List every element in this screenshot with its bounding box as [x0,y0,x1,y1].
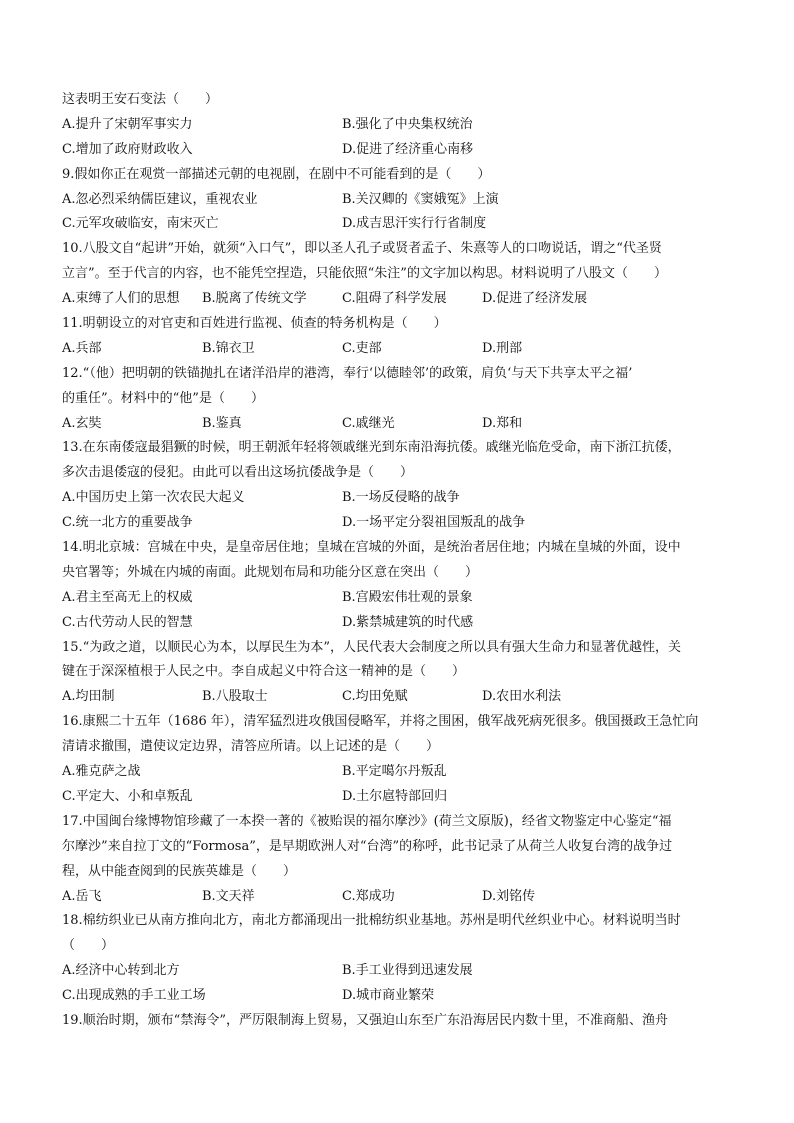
option-a[interactable]: A.雅克萨之战 [62,764,141,780]
q13-options-row-1 [62,486,732,511]
q11-stem: 11.明朝设立的对官吏和百姓进行监视、侦查的特务机构是（ ） [62,316,447,332]
q15-stem-line-2: 键在于深深植根于人民之中。李自成起义中符合这一精神的是（ ） [62,664,466,680]
q18-stem-line-1: 18.棉纺织业已从南方推向北方，南北方都涌现出一批棉纺织业基地。苏州是明代丝织业中心。材料说明当时 [62,913,681,929]
q16-options-row-2 [62,785,732,810]
q8-options-row-2 [62,138,732,163]
q17-options [62,885,732,910]
option-b[interactable]: B.平定噶尔丹叛乱 [342,764,447,780]
option-c[interactable]: C.出现成熟的手工业工场 [62,988,206,1004]
q10-options [62,287,732,312]
q18-stem-line-2: （ ） [62,938,115,954]
q11-options [62,337,732,362]
q16-options-row-1 [62,760,732,785]
q18-options-row-1 [62,959,732,984]
q9-stem: 9.假如你正在观赏一部描述元朝的电视剧，在剧中不可能看到的是（ ） [62,166,491,182]
q10-stem-line-1: 10.八股文自“起讲”开始，就须“入口气”，即以圣人孔子或贤者孟子、朱熹等人的口吻说话，谓之“代圣贤 [62,241,662,257]
q13-options-row-2 [62,511,732,536]
question-list [62,88,732,1034]
q9-options-row-1 [62,188,732,213]
option-c[interactable]: C.吏部 [342,340,382,356]
option-b[interactable]: B.关汉卿的《窦娥冤》上演 [342,191,499,207]
q14-options-row-1 [62,586,732,611]
option-a[interactable]: A.玄奘 [62,415,102,431]
q17-stem-line-1: 17.中国闽台缘博物馆珍藏了一本揆一著的《被贻误的福尔摩沙》(荷兰文原版)，经省文物鉴定中心鉴定“福 [62,813,672,829]
option-a[interactable]: A.均田制 [62,689,115,705]
q8-options-row-1 [62,113,732,138]
option-c[interactable]: C.阻碍了科学发展 [342,291,447,307]
option-d[interactable]: D.成吉思汗实行行省制度 [342,216,487,232]
option-b[interactable]: B.八股取士 [202,689,268,705]
option-d[interactable]: D.促进了经济重心南移 [342,141,474,157]
q17-stem-line-3: 程，从中能查阅到的民族英雄是（ ） [62,863,297,879]
q17-stem-line-2: 尔摩沙”来自拉丁文的“Formosa”，是早期欧洲人对“台湾”的称呼，此书记录了从荷兰人收复台湾的战争过 [62,838,673,854]
q16-stem-line-2: 清请求撤围，遣使议定边界，清答应所请。以上记述的是（ ） [62,739,440,755]
option-d[interactable]: D.紫禁城建筑的时代感 [342,614,474,630]
option-b[interactable]: B.强化了中央集权统治 [342,116,473,132]
option-d[interactable]: D.刘铭传 [482,888,536,904]
option-a[interactable]: A.束缚了人们的思想 [62,291,180,307]
option-d[interactable]: D.土尔扈特部回归 [342,788,448,804]
option-c[interactable]: C.平定大、小和卓叛乱 [62,788,193,804]
option-d[interactable]: D.城市商业繁荣 [342,988,435,1004]
option-c[interactable]: C.统一北方的重要战争 [62,515,193,531]
q13-stem-line-2: 多次击退倭寇的侵犯。由此可以看出这场抗倭战争是（ ） [62,465,414,481]
option-d[interactable]: D.刑部 [482,340,523,356]
option-a[interactable]: A.岳飞 [62,888,102,904]
option-a[interactable]: A.经济中心转到北方 [62,963,180,979]
option-c[interactable]: C.郑成功 [342,888,395,904]
option-c[interactable]: C.戚继光 [342,415,395,431]
option-a[interactable]: A.兵部 [62,340,102,356]
option-c[interactable]: C.均田免赋 [342,689,408,705]
option-a[interactable]: A.君主至高无上的权威 [62,589,193,605]
q12-stem-line-1: 12.“（他）把明朝的铁锚抛扎在诸洋沿岸的港湾，奉行‘以德睦邻’的政策，肩负‘与天下共享太平之福’ [62,365,633,381]
q13-stem-line-1: 13.在东南倭寇最猖獗的时候，明王朝派年轻将领戚继光到东南沿海抗倭。戚继光临危受命，南下浙江抗倭， [62,440,681,456]
option-b[interactable]: B.脱离了传统文学 [202,291,307,307]
q15-options [62,685,732,710]
q19-stem-line-1: 19.顺治时期，颁布“禁海令”，严厉限制海上贸易，又强迫山东至广东沿海居民内数十里，不准商船、渔舟 [62,1012,668,1028]
q10-stem-line-2: 立言”。至于代言的内容，也不能凭空捏造，只能依照“朱注”的文字加以构思。材料说明了八股文（ ） [62,266,667,282]
option-b[interactable]: B.一场反侵略的战争 [342,490,460,506]
option-c[interactable]: C.古代劳动人民的智慧 [62,614,193,630]
option-a[interactable]: A.提升了宋朝军事实力 [62,116,193,132]
q14-options-row-2 [62,611,732,636]
option-c[interactable]: C.增加了政府财政收入 [62,141,193,157]
q12-stem-line-2: 的重任”。材料中的“他”是（ ） [62,390,264,406]
q15-stem-line-1: 15.“为政之道，以顺民心为本，以厚民生为本”，人民代表大会制度之所以具有强大生命力和显著优越性，关 [62,639,681,655]
option-b[interactable]: B.锦衣卫 [202,340,255,356]
option-d[interactable]: D.促进了经济发展 [482,291,588,307]
option-c[interactable]: C.元军攻破临安，南宋灭亡 [62,216,219,232]
option-b[interactable]: B.宫殿宏伟壮观的景象 [342,589,473,605]
q14-stem-line-1: 14.明北京城：宫城在中央，是皇帝居住地；皇城在宫城的外面，是统治者居住地；内城在皇城的外面，设中 [62,540,681,556]
option-b[interactable]: B.鉴真 [202,415,242,431]
q14-stem-line-2: 央官署等；外城在内城的南面。此规划布局和功能分区意在突出（ ） [62,564,479,580]
option-a[interactable]: A.中国历史上第一次农民大起义 [62,490,245,506]
q8-stem: 这表明王安石变法（ ） [62,92,219,107]
option-a[interactable]: A.忽必烈采纳儒臣建议，重视农业 [62,191,258,207]
option-b[interactable]: B.文天祥 [202,888,255,904]
option-d[interactable]: D.郑和 [482,415,523,431]
q18-options-row-2 [62,984,732,1009]
option-d[interactable]: D.农田水利法 [482,689,562,705]
option-d[interactable]: D.一场平定分裂祖国叛乱的战争 [342,515,526,531]
q16-stem-line-1: 16.康熙二十五年（1686 年），清军猛烈进攻俄国侵略军，并将之围困，俄军战死病死很多。俄国摄政王急忙向 [62,714,699,730]
option-b[interactable]: B.手工业得到迅速发展 [342,963,473,979]
q9-options-row-2 [62,212,732,237]
q12-options [62,412,732,437]
